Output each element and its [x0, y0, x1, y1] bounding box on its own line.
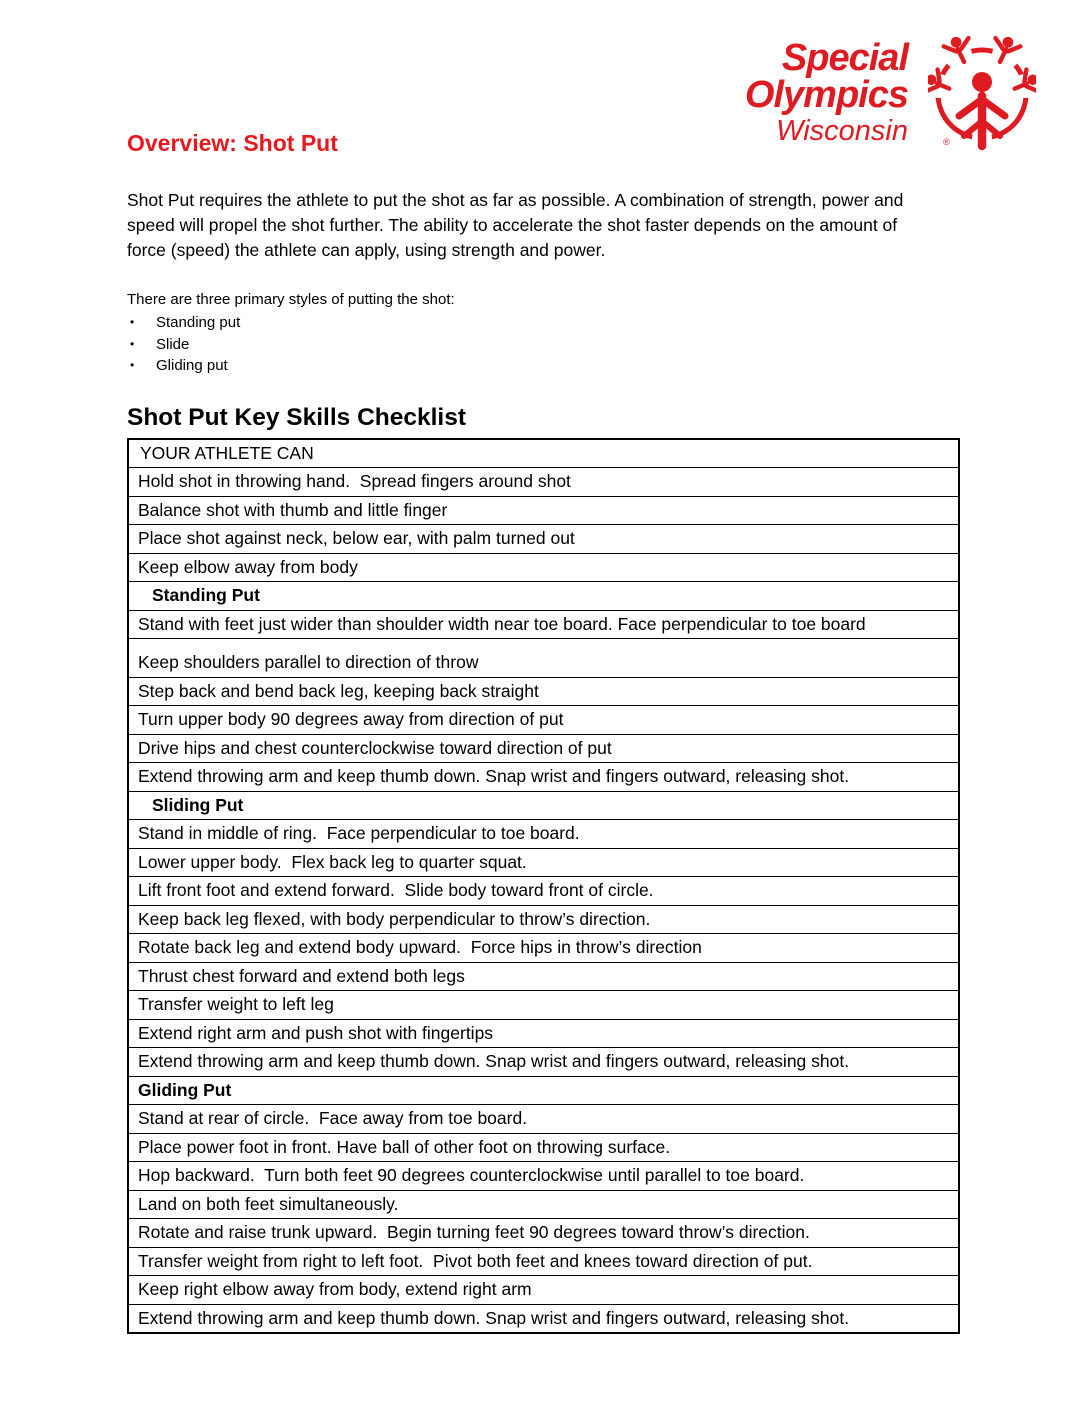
checklist-row: Extend throwing arm and keep thumb down. Snap wrist and fingers outward, releasing shot.	[129, 762, 958, 791]
checklist-row: Stand with feet just wider than shoulder width near toe board. Face perpendicular to toe board	[129, 610, 958, 639]
logo-word-olympics: Olympics	[744, 74, 908, 116]
checklist-row: Stand in middle of ring. Face perpendicular to toe board.	[129, 819, 958, 848]
list-item	[127, 312, 960, 334]
checklist-row: Extend throwing arm and keep thumb down. Snap wrist and fingers outward, releasing shot.	[129, 1047, 958, 1076]
bullet-icon: •	[130, 315, 135, 329]
checklist-row: Land on both feet simultaneously.	[129, 1190, 958, 1219]
checklist-row: Lift front foot and extend forward. Slide body toward front of circle.	[129, 876, 958, 905]
checklist-row: Standing Put	[129, 581, 958, 610]
checklist-row: Transfer weight from right to left foot. Pivot both feet and knees toward direction of put.	[129, 1247, 958, 1276]
document-content	[127, 0, 960, 1334]
checklist-row: Sliding Put	[129, 791, 958, 820]
checklist-row: Keep shoulders parallel to direction of throw	[129, 638, 958, 677]
checklist-heading: Shot Put Key Skills Checklist	[127, 403, 467, 431]
checklist-row: Transfer weight to left leg	[129, 990, 958, 1019]
bullet-icon: •	[130, 336, 135, 351]
styles-intro-text: There are three primary styles of putting the shot:	[127, 291, 455, 308]
list-item-label: Slide	[156, 335, 190, 353]
checklist-row: Keep right elbow away from body, extend right arm	[129, 1275, 958, 1304]
checklist-row: Extend throwing arm and keep thumb down. Snap wrist and fingers outward, releasing shot.	[129, 1304, 958, 1333]
registered-trademark-glyph: ®	[943, 137, 950, 147]
checklist-row: Step back and bend back leg, keeping back straight	[129, 677, 958, 706]
checklist-row: Lower upper body. Flex back leg to quarter squat.	[129, 848, 958, 877]
checklist-row: Balance shot with thumb and little finger	[129, 496, 958, 525]
checklist-row: Hop backward. Turn both feet 90 degrees counterclockwise until parallel to toe board.	[129, 1161, 958, 1190]
checklist-row: Thrust chest forward and extend both legs	[129, 962, 958, 991]
checklist-row: YOUR ATHLETE CAN	[140, 442, 314, 463]
checklist-row: Rotate back leg and extend body upward. Force hips in throw’s direction	[129, 933, 958, 962]
styles-list	[127, 312, 960, 377]
checklist-row: Drive hips and chest counterclockwise toward direction of put	[129, 734, 958, 763]
checklist-row: Place shot against neck, below ear, with palm turned out	[129, 524, 958, 553]
list-item-label: Standing put	[156, 314, 241, 331]
logo-word-special: Special	[781, 37, 908, 79]
list-item	[127, 355, 960, 377]
checklist-row: Hold shot in throwing hand. Spread fingers around shot	[129, 467, 958, 496]
list-item	[127, 334, 960, 356]
checklist-row: Extend right arm and push shot with fingertips	[129, 1019, 958, 1048]
checklist-row: Turn upper body 90 degrees away from direction of put	[129, 705, 958, 734]
checklist-table	[127, 438, 960, 1335]
checklist-row: Place power foot in front. Have ball of other foot on throwing surface.	[129, 1133, 958, 1162]
checklist-row: Keep back leg flexed, with body perpendicular to throw’s direction.	[129, 905, 958, 934]
checklist-row: Keep elbow away from body	[129, 553, 958, 582]
checklist-row: Gliding Put	[129, 1076, 958, 1105]
page-title: Overview: Shot Put	[127, 130, 338, 156]
checklist-row: Rotate and raise trunk upward. Begin turning feet 90 degrees toward throw’s direction.	[129, 1218, 958, 1247]
bullet-icon: •	[130, 358, 135, 372]
list-item-label: Gliding put	[156, 357, 228, 374]
checklist-row: Stand at rear of circle. Face away from toe board.	[129, 1104, 958, 1133]
intro-paragraph: Shot Put requires the athlete to put the shot as far as possible. A combination of strength, power and speed will propel the shot further. The ability to accelerate the shot faster depends on the amount of force (speed) the athlete can apply, using strength and power.	[127, 190, 904, 260]
logo-word-wisconsin: Wisconsin	[776, 115, 908, 147]
